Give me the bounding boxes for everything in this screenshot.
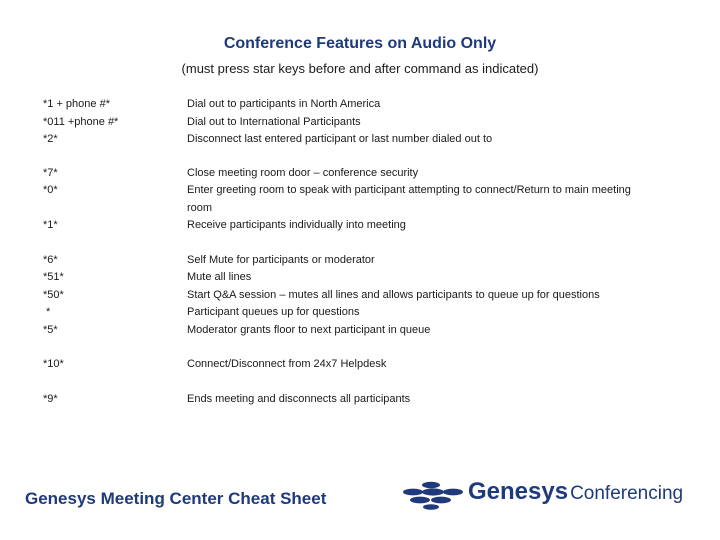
- logo-name: Genesys: [468, 478, 569, 505]
- feature-description: Receive participants individually into meeting: [187, 219, 406, 231]
- key-column: [43, 165, 187, 235]
- key-code: *51*: [43, 271, 64, 283]
- page-title: Conference Features on Audio Only: [223, 35, 497, 52]
- key-code: *011 +phone #*: [43, 115, 119, 128]
- key-code: *50*: [43, 288, 64, 301]
- key-code: *0*: [43, 184, 58, 196]
- key-code: *1*: [43, 219, 58, 231]
- feature-group: [43, 96, 683, 149]
- genesys-logo: [396, 478, 696, 512]
- genesys-logo-icon: [396, 480, 466, 510]
- logo-subtitle: Conferencing: [570, 483, 684, 504]
- key-code: *6*: [43, 253, 58, 266]
- feature-description: Ends meeting and disconnects all participants: [187, 392, 411, 405]
- key-code: *7*: [43, 166, 58, 179]
- feature-group: [43, 356, 683, 374]
- feature-description: Close meeting room door – conference security: [187, 166, 419, 179]
- logo-wordmark: [468, 478, 683, 506]
- feature-description: Dial out to participants in North America: [187, 98, 381, 110]
- key-code: *: [43, 306, 51, 318]
- description-column: [187, 252, 683, 340]
- feature-description: Mute all lines: [187, 271, 252, 283]
- key-code: [43, 200, 187, 218]
- key-code: *9*: [43, 392, 58, 405]
- description-column: [187, 96, 683, 149]
- description-column: [187, 391, 683, 409]
- page-subtitle: (must press star keys before and after command as indicated): [181, 61, 539, 76]
- feature-group: [43, 252, 683, 340]
- key-code: *10*: [43, 358, 64, 370]
- feature-description: Participant queues up for questions: [187, 306, 360, 318]
- feature-group: [43, 165, 683, 235]
- key-column: [43, 252, 187, 340]
- feature-description: Start Q&A session – mutes all lines and allows participants to queue up for questions: [187, 288, 600, 301]
- feature-description: room: [187, 201, 213, 214]
- key-code: *5*: [43, 323, 58, 336]
- feature-description: Disconnect last entered participant or last number dialed out to: [187, 133, 493, 145]
- feature-description: Dial out to International Participants: [187, 115, 361, 128]
- key-column: [43, 391, 187, 409]
- key-code: *1 + phone #*: [43, 98, 110, 110]
- feature-description: Moderator grants floor to next participant in queue: [187, 323, 431, 336]
- key-column: [43, 356, 187, 374]
- feature-description: Enter greeting room to speak with participant attempting to connect/Return to main meeting: [187, 184, 631, 196]
- feature-table: [43, 96, 683, 408]
- footer-title: Genesys Meeting Center Cheat Sheet: [25, 489, 327, 508]
- feature-description: Connect/Disconnect from 24x7 Helpdesk: [187, 358, 387, 370]
- feature-group: [43, 391, 683, 409]
- description-column: [187, 356, 683, 374]
- key-code: *2*: [43, 133, 58, 145]
- key-column: [43, 96, 187, 149]
- description-column: [187, 165, 683, 235]
- feature-description: Self Mute for participants or moderator: [187, 253, 375, 266]
